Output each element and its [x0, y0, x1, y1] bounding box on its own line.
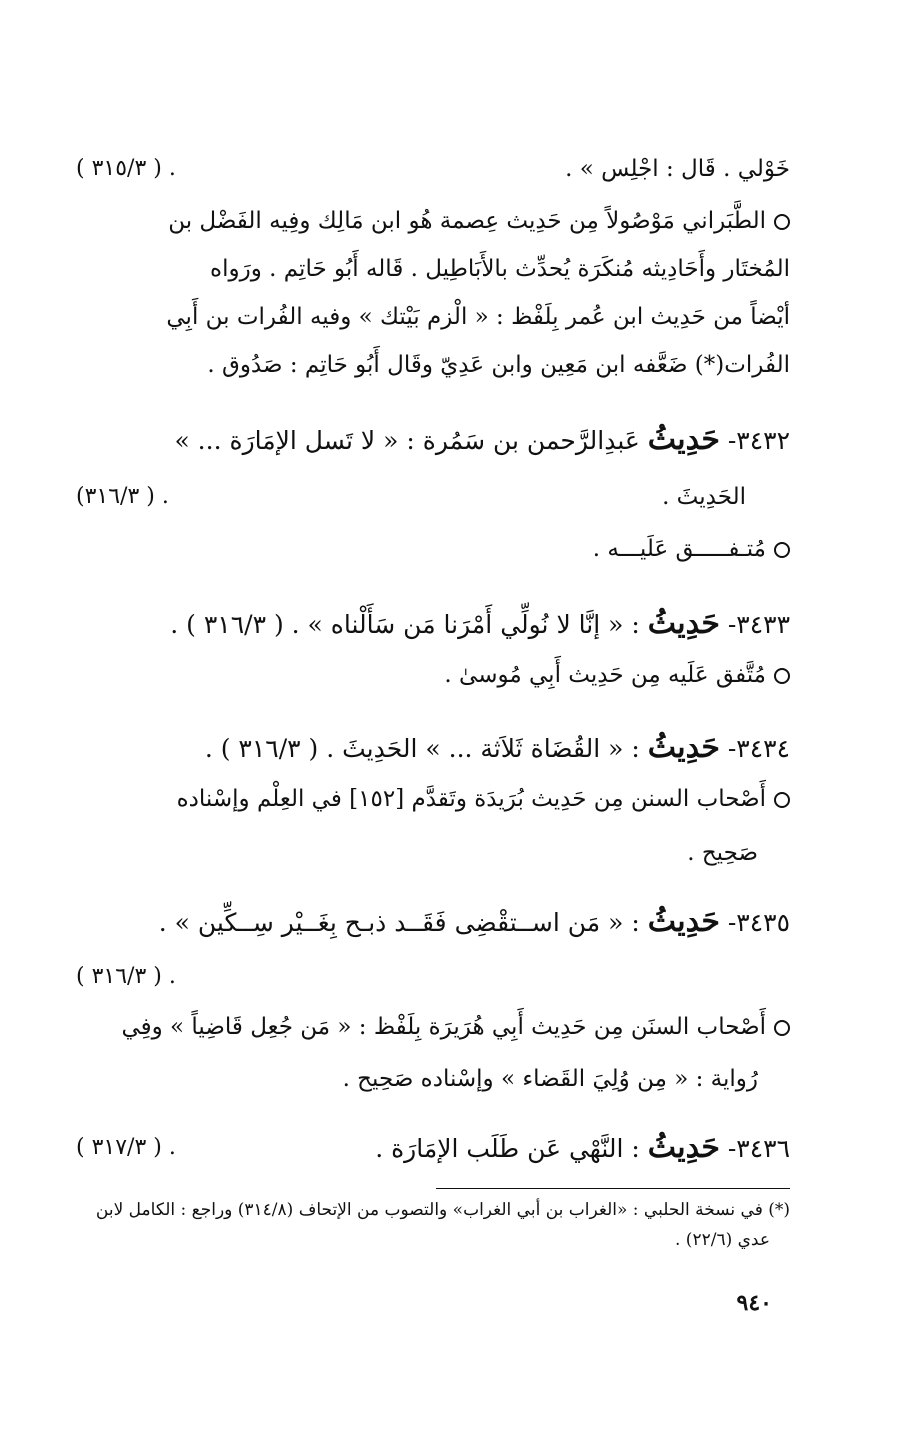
circle-bullet-icon — [774, 792, 790, 808]
entry-3434 — [76, 726, 790, 770]
reference: . ( ٣١٦/٣) — [76, 484, 169, 509]
hadith-keyword: حَدِيثُ — [647, 606, 720, 641]
line-text: رُواية : « مِن وُلِيَ القَضاء » وإسْناده صَحِيح . — [342, 1066, 758, 1092]
hadith-keyword: حَدِيثُ — [647, 1130, 720, 1165]
line-text: أَصْحاب السنن مِن حَدِيث بُرَيدَة وتَقدَّم [١٥٢] في العِلْم وإسْناده — [176, 786, 766, 812]
text-line — [76, 150, 790, 188]
footnote-text: عدي (٢٢/٦) . — [675, 1230, 770, 1250]
reference: . ( ٣١٦/٣ ) — [76, 964, 176, 989]
text-line — [76, 1060, 790, 1098]
bullet-line — [76, 780, 790, 818]
page-number: ٩٤٠ — [736, 1290, 772, 1316]
hadith-keyword: حَدِيثُ — [647, 904, 720, 939]
line-text: الحَدِيثَ . — [662, 484, 746, 510]
entry-3436 — [76, 1126, 790, 1170]
line-text: أيْضاً من حَدِيث ابن عُمر بِلَفْظ : « الْزم بَيْتك » وفيه الفُرات بن أَبِي — [166, 304, 790, 330]
hadith-keyword: حَدِيثُ — [647, 422, 720, 457]
line-text: الفُرات(*) ضَعَّفه ابن مَعِين وابن عَدِيّ وقَال أَبُو حَاتِم : صَدُوق . — [207, 352, 790, 378]
bullet-line — [76, 656, 790, 694]
line-text: مُتـفـــــق عَلَيـــه . — [592, 536, 766, 562]
text-line — [76, 298, 790, 336]
hadith-keyword: حَدِيثُ — [647, 730, 720, 765]
line-text: مُتَّفق عَلَيه مِن حَدِيث أَبِي مُوسىٰ . — [444, 662, 766, 688]
entry-text: : « القُضَاة ثَلاَثة ... » الحَدِيثَ . ( ٣١٦/٣ ) . — [204, 734, 640, 763]
bullet-line — [76, 202, 790, 240]
entry-number: ٣٤٣٤- — [727, 734, 790, 763]
line-text: صَحِيح . — [687, 840, 758, 866]
text-line — [76, 250, 790, 288]
entry-text: : النَّهْي عَن طَلَب الإمَارَة . — [375, 1134, 640, 1163]
entry-number: ٣٤٣٥- — [727, 908, 790, 937]
line-text: المُختَار وأَحَادِيثه مُنكَرَة يُحدِّث بالأَبَاطِيل . قَاله أَبُو حَاتِم . ورَواه — [210, 256, 790, 282]
circle-bullet-icon — [774, 1020, 790, 1036]
entry-3433 — [76, 602, 790, 646]
line-text: أَصْحاب السنَن مِن حَدِيث أَبِي هُرَيرَة بِلَفْظ : « مَن جُعِل قَاضِياً » وفِي — [121, 1014, 766, 1040]
text-line — [76, 958, 790, 996]
entry-number: ٣٤٣٢- — [727, 426, 790, 455]
reference: . ( ٣١٧/٣ ) — [76, 1135, 176, 1160]
entry-text: : « مَن اســتقْضِى فَقَــد ذبـح بِغَــيْر سِــكِّين » . — [158, 908, 640, 937]
line-text: خَوْلي . قَال : اجْلِس » . — [565, 156, 790, 182]
page-content — [76, 150, 790, 1350]
reference: . ( ٣١٥/٣ ) — [76, 156, 176, 181]
entry-number: ٣٤٣٦- — [727, 1134, 790, 1163]
footnote-text: (*) في نسخة الحلبي : «الغراب بن أبي الغراب» والتصوب من الإتحاف (٣١٤/٨) وراجع : الكامل لابن — [95, 1200, 790, 1220]
entry-3432 — [76, 418, 790, 462]
circle-bullet-icon — [774, 214, 790, 230]
entry-text: : « إنَّا لا نُولِّي أَمْرَنا مَن سَأَلْناه » . ( ٣١٦/٣ ) . — [170, 610, 640, 639]
footnote-separator — [436, 1188, 790, 1189]
bullet-line — [76, 530, 790, 568]
line-text: الطَّبَراني مَوْصُولاً مِن حَدِيث عِصمة هُو ابن مَالِك وفِيه الفَضْل بن — [168, 208, 766, 234]
text-line — [76, 478, 790, 516]
circle-bullet-icon — [774, 668, 790, 684]
circle-bullet-icon — [774, 542, 790, 558]
bullet-line — [76, 1008, 790, 1046]
text-line — [76, 834, 790, 872]
entry-3435 — [76, 900, 790, 944]
entry-text: عَبدِالرَّحمن بن سَمُرة : « لا تَسل الإمَارَة ... » — [174, 426, 640, 455]
text-line — [76, 346, 790, 384]
entry-number: ٣٤٣٣- — [727, 610, 790, 639]
